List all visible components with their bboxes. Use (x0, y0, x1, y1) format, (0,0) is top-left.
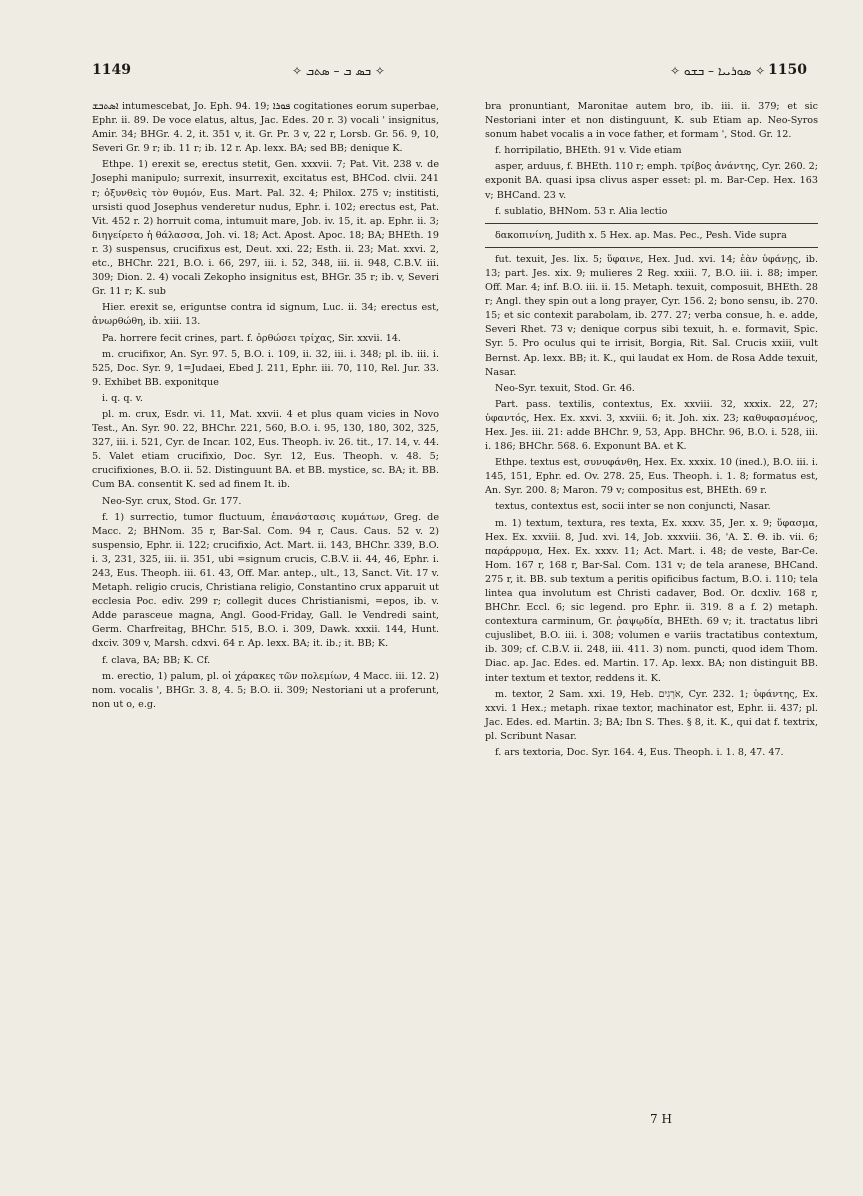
entry-paragraph: textus, contextus est, socii inter se non conjuncti, Nasar. (495, 501, 771, 513)
page-number-left: 1149 (92, 62, 131, 78)
section-divider (485, 247, 818, 248)
entry-paragraph: f. clava, BA; BB; K. Cf. (102, 654, 211, 666)
entry-paragraph: m. 1) textum, textura, res texta, Ex. xxxv. 35, Jer. x. 9; ὕφασμα, Hex. Ex. xxviii. 8, Jud. xvi. 14, Job. xxxviii. 36, 'Α. Σ. Θ. ib. vii. 6; παράρρυμα, Hex. Ex. xxxv. 11; Act. Mart. i. 48; de veste, Bar-Ce. Hom. 167 r, 168 r, Bar-Sal. Com. 131 v; de tela aranese, BHCand. 275 r, it. BB. sub textum a peritis opificibus factum, B.O. i. 110; tela lintea qua involutum est Christi cadaver, Bod. Or. dcxliv. 168 r, BHChr. Eccl. 6; sic legend. pro Ephr. ii. 319. 8 a f. 2) metaph. contextura carminum, Gr. ῥαψῳδία, BHEth. 69 v; it. tractatus libri cujuslibet, B.O. iii. i. 308; volumen e variis tractatibus contextum, ib. 309; cf. C.B.V. ii. 248, iii. 411. 3) nom. puncti, quod idem Thom. Diac. ap. Jac. Edes. ed. Martin. 17. Ap. lexx. BA; non distinguit BB. inter textum et textor, reddens it. K. (485, 517, 818, 684)
left-column (92, 100, 439, 714)
entry-paragraph: Hier. erexit se, eriguntse contra id signum, Luc. ii. 34; erectus est, ἀνωρθώθη, ib. xiii. 13. (92, 302, 439, 328)
page-number-right: 1150 (768, 62, 807, 78)
signature-mark: 7 H (650, 1112, 672, 1126)
running-head-right: ✧ ܣܘܪܝܝܐ – ܒܫܘ ✧ (670, 64, 766, 78)
entry-paragraph: Neo-Syr. crux, Stod. Gr. 177. (102, 495, 242, 507)
running-head-left: ✧ ܒܣ ܒ – ܣܬܒ ✧ (292, 64, 385, 78)
entry-paragraph: f. sublatio, BHNom. 53 r. Alia lectio (495, 205, 668, 217)
section-divider (485, 223, 818, 224)
entry-paragraph: fut. texuit, Jes. lix. 5; ὕφαινε, Hex. Jud. xvi. 14; ἐὰν ὑφάνῃς, ib. 13; part. Jes. xix. 9; mulieres 2 Reg. xxiii. 7, B.O. iii. i. 88; imper. Off. Mar. 4; inf. B.O. iii. ii. 15. Metaph. texuit, composuit, BHEth. 28 r; Angl. they spin out a long prayer, Cyr. 156. 2; bono sensu, ib. 270. 15; et sic contexit parabolam, ib. 277. 27; verba consue, h. e. adde, Severi Rhet. 73 v; denique corpus sibi texuit, h. e. formavit, Spic. Syr. 5. Pro oculus qui te irrisit, Borgia, Rit. Sal. Crucis xxiii, vult Bernst. Ap. lexx. BB; it. K., qui laudat ex Hom. de Rosa Adde texuit, Nasar. (485, 253, 818, 378)
entry-paragraph: δακοπινίνη, Judith x. 5 Hex. ap. Mas. Pec., Pesh. Vide supra (495, 229, 787, 241)
entry-paragraph: pl. m. crux, Esdr. vi. 11, Mat. xxvii. 4 et plus quam vicies in Novo Test., An. Syr. 90. 22, BHChr. 221, 560, B.O. i. 95, 130, 180, 302, 325, 327, iii. i. 521, Cyr. de Incar. 102, Eus. Theoph. iv. 26. tit., 17. 14, v. 44. 5. Valet etiam crucifixio, Doc. Syr. 12, Eus. Theoph. v. 48. 5; crucifixiones, B.O. ii. 52. Distinguunt BA. et BB. mystice, sc. BA; it. BB. Cum BA. consentit K. sed ad finem It. ib. (92, 408, 439, 491)
entry-paragraph: f. 1) surrectio, tumor fluctuum, ἐπανάστασις κυμάτων, Greg. de Macc. 2; BHNom. 35 r, Bar-Sal. Com. 94 r, Caus. Caus. 52 v. 2) suspensio, Ephr. ii. 122; crucifixio, Act. Mart. ii. 143, BHChr. 339, B.O. i. 3, 231, 325, iii. ii. 351, ubi =signum crucis, C.B.V. ii. 44, 46, Ephr. i. 243, Eus. Theoph. iii. 61. 43, Off. Mar. antep., ult., 13, Sanct. Vit. 17 v. Metaph. religio crucis, Christiana religio, Constantino crux apparuit ut ecclesia Poc. ediv. 299 r; collegit duces Christianismi, =epos, ib. v. Adde parasceue magna, Angl. Good-Friday, Gall. le Vendredi saint, Germ. Charfreitag, BHChr. 515, B.O. i. 309, Dawk. xxxii. 144, Hunt. dxciv. 309 v, Marsh. cdxvi. 64 r. Ap. lexx. BA; it. ib.; it. BB; K. (92, 511, 439, 650)
entry-paragraph: Pa. horrere fecit crines, part. f. ὀρθώσει τρίχας, Sir. xxvii. 14. (102, 332, 401, 344)
entry-paragraph: ܐܣܬܒܫ intumescebat, Jo. Eph. 94. 19; ܦܘܪܐ cogitationes eorum superbae, Ephr. ii. 89. De voce elatus, altus, Jac. Edes. 20 r. 3) vocali ' insignitus, Amir. 34; BHGr. 4. 2, it. 351 v, it. Gr. Pr. 3 v, 22 r, Lorsb. Gr. 56. 9, 10, Severi Gr. 9 r; ib. 11 r; ib. 12 r. Ap. lexx. BA; sed BB; denique K. (92, 101, 439, 155)
entry-paragraph: asper, arduus, f. BHEth. 110 r; emph. τρίβος ἀνάντης, Cyr. 260. 2; exponit BA. quasi ipsa clivus asper esset: pl. m. Bar-Cep. Hex. 163 v; BHCand. 23 v. (485, 161, 818, 201)
entry-paragraph: m. crucifixor, An. Syr. 97. 5, B.O. i. 109, ii. 32, iii. i. 348; pl. ib. iii. i. 525, Doc. Syr. 9, 1=Judaei, Ebed J. 211, Ephr. iii. 70, 110, Rel. Jur. 33. 9. Exhibet BB. exponitque (92, 348, 439, 388)
entry-paragraph: m. erectio, 1) palum, pl. οἱ χάρακες τῶν πολεμίων, 4 Macc. iii. 12. 2) nom. vocalis ', BHGr. 3. 8, 4. 5; B.O. ii. 309; Nestoriani ut a proferunt, non ut o, e.g. (92, 670, 439, 710)
right-column (485, 100, 818, 762)
entry-paragraph: f. horripilatio, BHEth. 91 v. Vide etiam (495, 145, 682, 157)
page-header (92, 62, 807, 84)
entry-paragraph: Part. pass. textilis, contextus, Ex. xxviii. 32, xxxix. 22, 27; ὑφαντός, Hex. Ex. xxvi. 3, xxviii. 6; it. Joh. xix. 23; καθυφασμένος, Hex. Jes. iii. 21: adde BHChr. 9, 53, App. BHChr. 96, B.O. i. 528, iii. i. 186; BHChr. 568. 6. Exponunt BA. et K. (485, 398, 818, 453)
entry-paragraph: Neo-Syr. texuit, Stod. Gr. 46. (495, 382, 635, 394)
entry-paragraph: bra pronuntiant, Maronitae autem bro, ib. iii. ii. 379; et sic Nestoriani inter et non distinguunt, K. sub Etiam ap. Neo-Syros sonum habet vocalis a in voce father, et formam ', Stod. Gr. 12. (485, 101, 818, 141)
entry-paragraph: f. ars textoria, Doc. Syr. 164. 4, Eus. Theoph. i. 1. 8, 47. 47. (495, 747, 784, 759)
entry-paragraph: i. q. q. v. (102, 392, 143, 404)
entry-paragraph: Ethpe. 1) erexit se, erectus stetit, Gen. xxxvii. 7; Pat. Vit. 238 v. de Josephi manipulo; surrexit, insurrexit, excitatus est, BHCod. clvii. 241 r; ὀξυνθεὶς τὸν θυμόν, Eus. Mart. Pal. 32. 4; Philox. 275 v; institisti, ursisti quod Josephus venderetur nudus, Ephr. i. 102; erectus est, Pat. Vit. 452 r. 2) horruit coma, intumuit mare, Job. iv. 15, it. ap. Ephr. ii. 3; διηγείρετο ἡ θάλασσα, Joh. vi. 18; Act. Apost. Apoc. 18; BA; BHEth. 19 r. 3) suspensus, crucifixus est, Deut. xxi. 22; Esth. ii. 23; Mat. xxvi. 2, etc., BHChr. 221, B.O. i. 66, 297, iii. i. 52, 348, iii. ii. 948, C.B.V. iii. 309; Dion. 2. 4) vocali Zekopho insignitus est, BHGr. 35 r; ib. v, Severi Gr. 11 r; K. sub (92, 159, 439, 298)
entry-paragraph: Ethpe. textus est, συνυφάνθη, Hex. Ex. xxxix. 10 (ined.), B.O. iii. i. 145, 151, Ephr. ed. Ov. 278. 25, Eus. Theoph. i. 1. 8; formatus est, An. Syr. 200. 8; Maron. 79 v; compositus est, BHEth. 69 r. (485, 457, 818, 497)
entry-paragraph: m. textor, 2 Sam. xxi. 19, Heb. אֹרְגִים, Cyr. 232. 1; ὑφάντης, Ex. xxvi. 1 Hex.; metaph. rixae textor, machinator est, Ephr. ii. 437; pl. Jac. Edes. ed. Martin. 3; BA; Ibn S. Thes. § 8, it. K., qui dat f. textrix, pl. Scribunt Nasar. (485, 688, 818, 742)
